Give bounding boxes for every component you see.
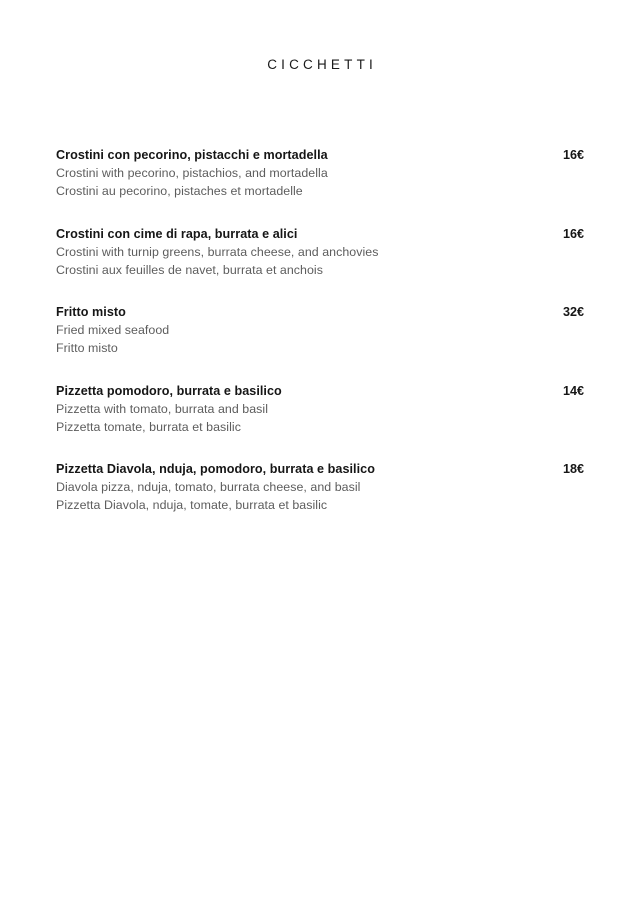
- menu-item-name: Fritto misto: [56, 305, 126, 319]
- menu-item-price: 16€: [562, 226, 584, 241]
- menu-item-description-en: Pizzetta with tomato, burrata and basil: [56, 401, 269, 416]
- menu-item-header: [56, 146, 584, 164]
- menu-item-header: [56, 303, 584, 321]
- menu-item-name: Pizzetta Diavola, nduja, pomodoro, burrata e basilico: [56, 462, 375, 476]
- menu-item-price: 32€: [562, 305, 584, 319]
- menu-item: [56, 146, 584, 200]
- menu-item-list: [56, 146, 584, 514]
- menu-item-description-en: Crostini with pecorino, pistachios, and mortadella: [56, 166, 328, 180]
- menu-item-name: Crostini con pecorino, pistacchi e mortadella: [56, 148, 328, 162]
- menu-item: [56, 460, 584, 514]
- page-title: CICCHETTI: [267, 57, 377, 72]
- menu-item-name: Pizzetta pomodoro, burrata e basilico: [56, 383, 282, 398]
- menu-item-description-fr: Crostini au pecorino, pistaches et mortadelle: [56, 184, 303, 198]
- menu-item-name: Crostini con cime di rapa, burrata e alici: [56, 226, 298, 241]
- menu-item-header: [56, 225, 584, 243]
- menu-item-description-fr: Fritto misto: [56, 341, 118, 355]
- menu-item-price: 16€: [562, 148, 584, 162]
- menu-item-description-fr: Crostini aux feuilles de navet, burrata et anchois: [56, 262, 323, 277]
- menu-item: [56, 382, 584, 436]
- menu-item: [56, 225, 584, 279]
- menu-item-description-fr: Pizzetta Diavola, nduja, tomate, burrata et basilic: [56, 498, 328, 512]
- menu-item-description-en: Fried mixed seafood: [56, 323, 170, 337]
- menu-item-price: 14€: [562, 383, 584, 398]
- menu-item-header: [56, 460, 584, 478]
- menu-item-price: 18€: [562, 462, 584, 476]
- menu-item-description-fr: Pizzetta tomate, burrata et basilic: [56, 419, 241, 434]
- menu-item-header: [56, 382, 584, 400]
- menu-item: [56, 303, 584, 357]
- menu-item-description-en: Crostini with turnip greens, burrata cheese, and anchovies: [56, 244, 379, 259]
- menu-item-description-en: Diavola pizza, nduja, tomato, burrata cheese, and basil: [56, 480, 361, 494]
